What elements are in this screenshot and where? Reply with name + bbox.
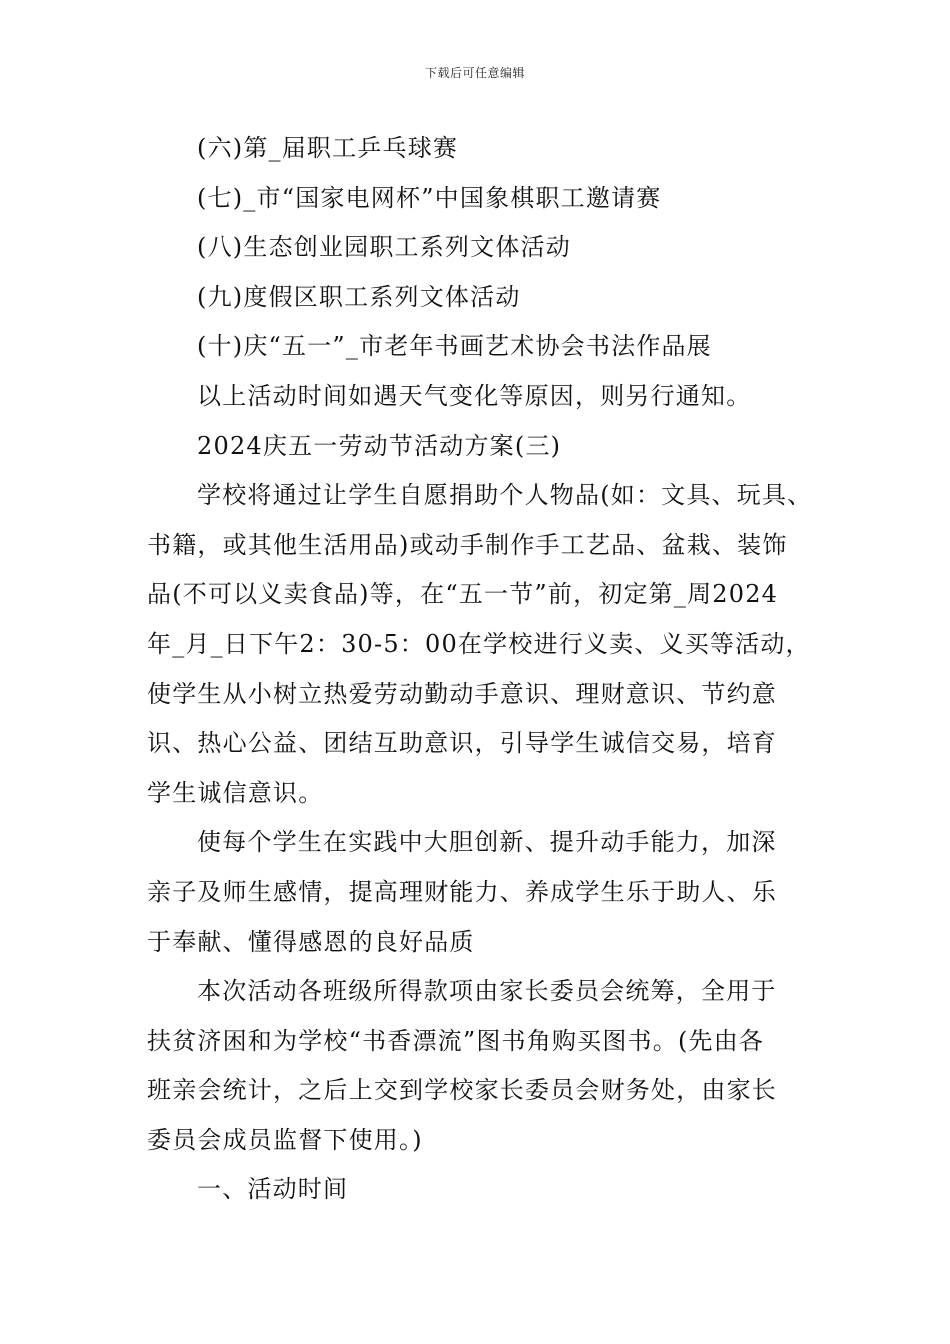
section-heading-activity-time: 一、活动时间 xyxy=(197,1175,349,1204)
weather-note: 以上活动时间如遇天气变化等原因，则另行通知。 xyxy=(197,381,752,410)
list-item-eight: (八)生态创业园职工系列文体活动 xyxy=(197,233,571,262)
paragraph-line: 班亲会统计，之后上交到学校家长委员会财务处，由家长 xyxy=(147,1076,777,1105)
paragraph-line: 扶贫济困和为学校“书香漂流”图书角购买图书。(先由各 xyxy=(147,1026,765,1055)
list-item-nine: (九)度假区职工系列文体活动 xyxy=(197,282,521,311)
paragraph-line: 本次活动各班级所得款项由家长委员会统筹，全用于 xyxy=(197,977,777,1006)
paragraph-line: 学生诚信意识。 xyxy=(147,778,324,807)
paragraph-line: 学校将通过让学生自愿捐助个人物品(如：文具、玩具、 xyxy=(197,481,813,510)
paragraph-line: 委员会成员监督下使用。) xyxy=(147,1125,423,1154)
header-note: 下载后可任意编辑 xyxy=(424,66,525,80)
list-item-seven: (七)_市“国家电网杯”中国象棋职工邀请赛 xyxy=(197,183,662,212)
document-body xyxy=(147,124,812,1215)
list-item-ten: (十)庆“五一”_市老年书画艺术协会书法作品展 xyxy=(197,332,712,361)
section-title: 2024庆五一劳动节活动方案(三) xyxy=(197,431,562,460)
paragraph-line: 识、热心公益、团结互助意识，引导学生诚信交易，培育 xyxy=(147,729,777,758)
list-item-six: (六)第_届职工乒乓球赛 xyxy=(197,134,459,162)
paragraph-line: 使每个学生在实践中大胆创新、提升动手能力，加深 xyxy=(197,828,777,857)
paragraph-line: 使学生从小树立热爱劳动勤动手意识、理财意识、节约意 xyxy=(147,679,777,708)
paragraph-line: 于奉献、懂得感恩的良好品质 xyxy=(147,927,475,956)
paragraph-line: 品(不可以义卖食品)等，在“五一节”前，初定第_周2024 xyxy=(147,580,779,609)
paragraph-line: 亲子及师生感情，提高理财能力、养成学生乐于助人、乐 xyxy=(147,877,777,906)
paragraph-line: 书籍，或其他生活用品)或动手制作手工艺品、盆栽、装饰 xyxy=(147,530,788,559)
paragraph-line: 年_月_日下午2：30-5：00在学校进行义卖、义买等活动， xyxy=(147,629,811,658)
